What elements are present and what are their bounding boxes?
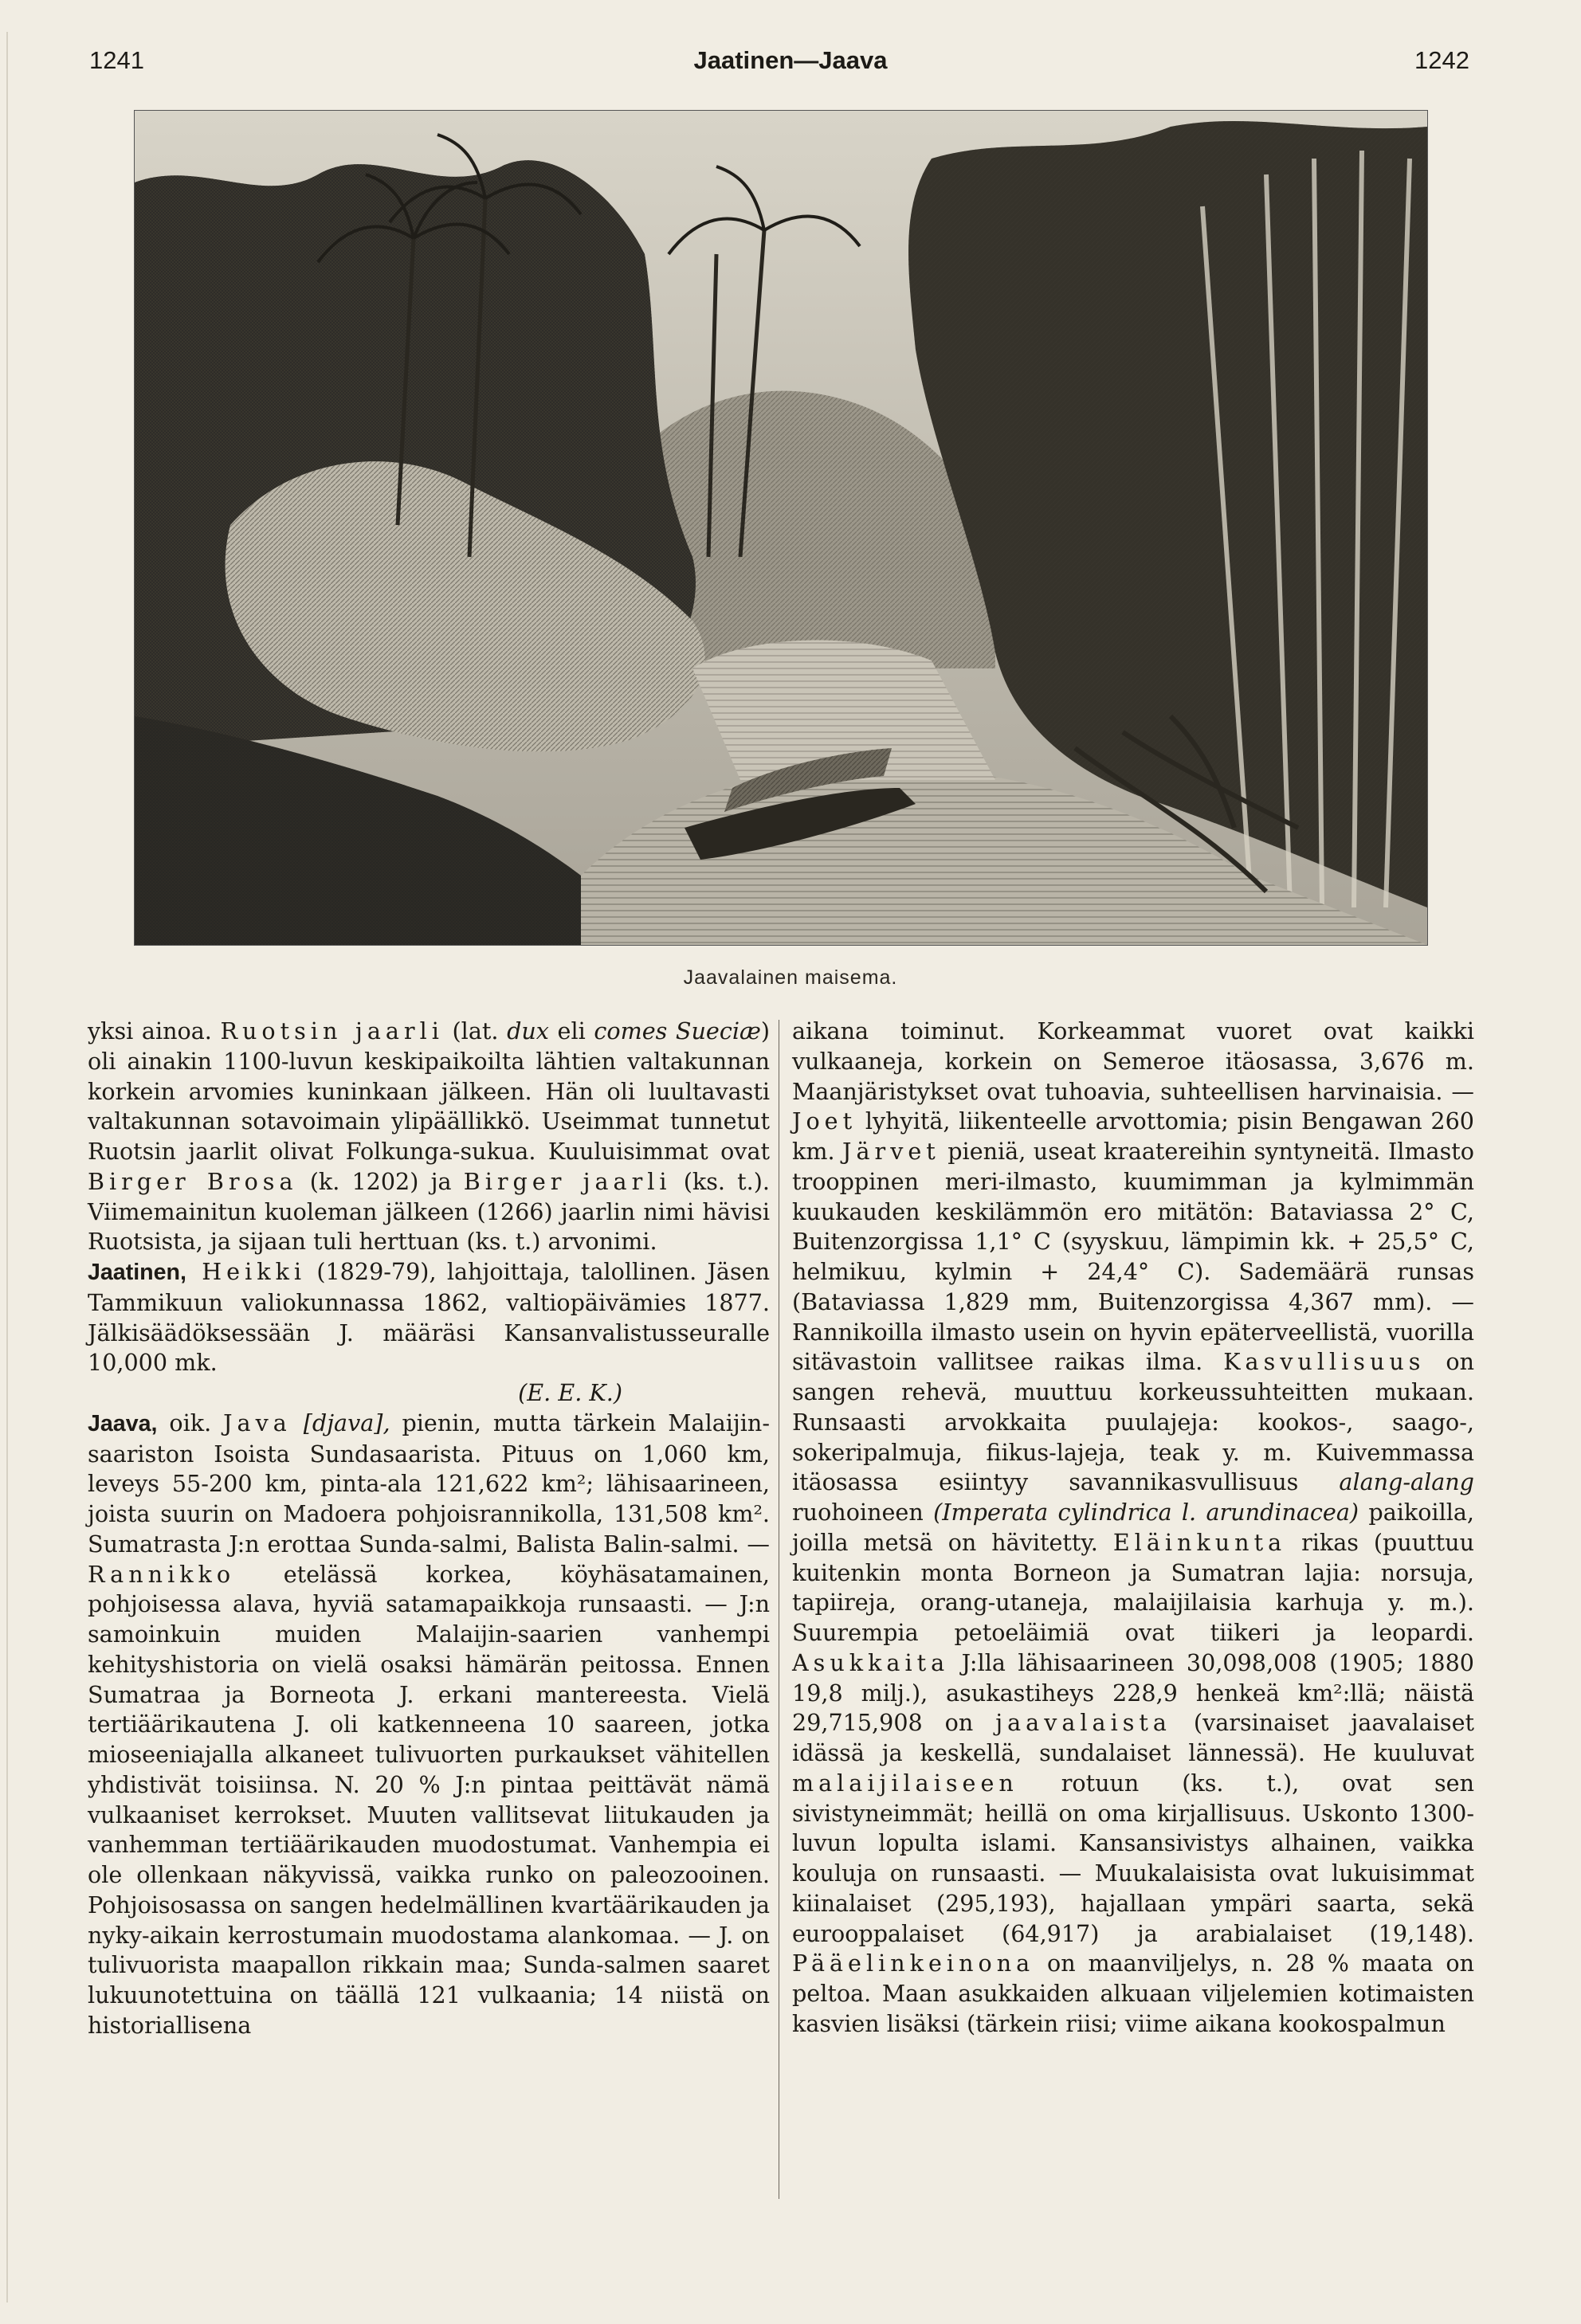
page-edge-shadow: [6, 32, 8, 2302]
text: rotuun (ks. t.), ovat sen sivistyneimmät; heillä on oma kirjallisuus. Uskonto 1300-luvun lopulta islami. Kansansivistys alhainen, vaikka kouluja on runsaasti. — Muukalaisista ovat lukuisimmat kiinalaiset (295,193), hajallaan ympäri saarta, sekä eurooppalaiset (64,917) ja arabialaiset (19,148).: [792, 1769, 1474, 1947]
text: on sangen rehevä, muuttuu korkeussuhteitten mukaan. Runsaasti arvokkaita puulajeja: kookos-, saago-, sokeripalmuja, fiikus-lajeja, teak y. m. Kuivemmassa itäosassa esiintyy savannikasvullisuus: [792, 1348, 1474, 1496]
text: (ks. t.). Viimemainitun kuoleman jälkeen (1266) jaarlin nimi hävisi Ruotsista, ja sijaan tuli herttuan (ks. t.) arvonimi.: [88, 1167, 770, 1256]
header-title: Jaatinen—Jaava: [693, 46, 888, 74]
entry-jaava-continued: [792, 1017, 1474, 2040]
text: (k. 1202) ja: [297, 1167, 464, 1195]
engraving-illustration: [134, 110, 1428, 946]
text: aikana toiminut. Korkeammat vuoret ovat kaikki vulkaaneja, korkein on Semeroe itäosassa, 3,676 m. Maanjäristykset ovat tuhoavia, suhteellisen harvinaisia. —: [792, 1017, 1474, 1105]
text: (lat.: [443, 1017, 508, 1044]
spaced-term: Pääelinkeinona: [792, 1950, 1035, 1977]
italic-term: comes Sueciæ: [594, 1017, 761, 1044]
text: paikoilla, joilla metsä on hävitetty.: [792, 1499, 1474, 1556]
spaced-term: Rannikko: [88, 1560, 236, 1588]
left-column: [88, 1017, 770, 2041]
headword: Jaatinen,: [88, 1260, 186, 1285]
author-signature: (E. E. K.): [518, 1379, 622, 1406]
text: pieniä, useat kraatereihin syntyneitä. Ilmasto trooppinen meri-ilmasto, kuumimman ja kylmimmän kuukauden keskilämmön ero mitätön: Bataviassa 2° C, Buitenzorgissa 1,1° C (syyskuu, lämpimin kk. + 25,5° C, helmikuu, kylmin + 24,4° C). Sademäärä runsas (Bataviassa 1,829 mm, Buitenzorgissa 4,367 mm). — Rannikoilla ilmasto usein on hyvin epäterveellistä, vuorilla sitävastoin vallitsee raikas ilma.: [792, 1138, 1474, 1376]
headword: Jaava,: [88, 1410, 158, 1436]
page-number-right: 1242: [1414, 46, 1469, 74]
text: rikas (puuttuu kuitenkin monta Borneon ja Sumatran lajia: norsuja, tapiireja, orang-utaneja, malaijilaisia karhuja y. m.). Suurempia petoeläimiä ovat tiikeri ja leopardi.: [792, 1528, 1474, 1646]
running-header: [0, 46, 1581, 86]
text: ) oli ainakin 1100-luvun keskipaikoilta lähtien valtakunnan korkein arvomies kuninkaan jälkeen. Hän oli luultavasti valtakunnan sotavoimain ylipäällikkö. Useimmat tunnetut Ruotsin jaarlit olivat Folkunga-sukua. Kuuluisimmat ovat: [88, 1017, 771, 1165]
spaced-term: Eläinkunta: [1112, 1528, 1287, 1556]
text: (varsinaiset jaavalaiset idässä ja keskellä, sundalaiset lännessä). He kuuluvat: [792, 1709, 1474, 1766]
text: pienin, mutta tärkein Malaijin-saariston Isoista Sundasaarista. Pituus on 1,060 km, leveys 55-200 km, pinta-ala 121,622 km²; lähisaarineen, joista suurin on Madoera pohjoisrannikolla, 131,508 km². Sumatrasta J:n erottaa Sunda-salmi, Balista Balin-salmi. —: [88, 1409, 770, 1558]
spaced-term: Birger jaarli: [463, 1167, 672, 1195]
spaced-term: Järvet: [842, 1138, 940, 1165]
italic-term: dux: [507, 1017, 549, 1044]
right-column: [792, 1017, 1474, 2040]
jungle-river-engraving: [135, 111, 1427, 945]
text: etelässä korkea, köyhäsatamainen, pohjoisessa alava, hyviä satamapaikkoja runsaasti. — J:n samoinkuin muiden Malaijin-saarien vanhempi kehityshistoria on vielä osaksi hämärän peitossa. Ennen Sumatraa ja Borneota J. erkani mantereesta. Vielä tertiäärikautena J. oli katkenneena 10 saareen, jotka mioseeniajalla alkaneet tulivuorten purkaukset vähitellen yhdistivät toisiinsa. N. 20 % J:n pintaa peittävät nämä vulkaaniset kerrokset. Muuten vallitsevat liitukauden ja vanhemman tertiäärikauden muodostumat. Vanhempia ei ole ollenkaan näkyvissä, vaikka runko on paleozooinen. Pohjoisosassa on sangen hedelmällinen kvartäärikauden ja nyky-aikain kerrostumain muodostama alankomaa. — J. on tulivuorista maapallon rikkain maa; Sunda-salmen saaret lukuunotettuina on täällä 121 vulkaania; 14 niistä on historiallisena: [88, 1560, 770, 2039]
text: eli: [548, 1017, 594, 1044]
text: (1829-79), lahjoittaja, talollinen. Jäsen Tammikuun valiokunnassa 1862, valtiopäivämies 1877. Jälkisäädöksessään J. määräsi Kansanvalistusseuralle 10,000 mk.: [88, 1258, 770, 1377]
spaced-term: Birger Brosa: [88, 1167, 298, 1195]
entry-ruotsin-jaarli: [88, 1017, 770, 1257]
spaced-term: jaavalaista: [995, 1709, 1171, 1737]
entry-jaatinen: [88, 1257, 770, 1378]
spaced-term: Ruotsin jaarli: [220, 1017, 444, 1044]
page-number-left: 1241: [89, 46, 144, 74]
spaced-term: Heikki: [186, 1258, 307, 1285]
text: J:lla lähisaarineen 30,098,008 (1905; 1880 19,8 milj.), asukastiheys 228,9 henkeä km²:llä; näistä 29,715,908 on: [792, 1648, 1474, 1737]
pronunciation: [djava],: [291, 1409, 390, 1436]
text: on maanviljelys, n. 28 % maata on peltoa. Maan asukkaiden alkuaan viljelemien kotimaisten kasvien lisäksi (tärkein riisi; viime aikana kookospalmun: [792, 1950, 1474, 2037]
spaced-term: Kasvullisuus: [1223, 1348, 1426, 1376]
text: oik.: [157, 1409, 224, 1436]
spaced-term: Java: [223, 1409, 292, 1436]
text: yksi ainoa.: [88, 1017, 221, 1044]
spaced-term: malaijilaiseen: [792, 1769, 1018, 1797]
italic-term: alang-alang: [1339, 1468, 1474, 1496]
spaced-term: Joet: [792, 1107, 857, 1135]
text: ruohoineen: [792, 1499, 934, 1526]
italic-term: (Imperata cylindrica l. arundinacea): [933, 1499, 1359, 1526]
text: lyhyitä, liikenteelle arvottomia; pisin Bengawan 260 km.: [792, 1107, 1474, 1165]
entry-jaava: [88, 1409, 770, 2041]
spaced-term: Asukkaita: [792, 1648, 950, 1676]
figure-caption: Jaavalainen maisema.: [683, 966, 898, 989]
